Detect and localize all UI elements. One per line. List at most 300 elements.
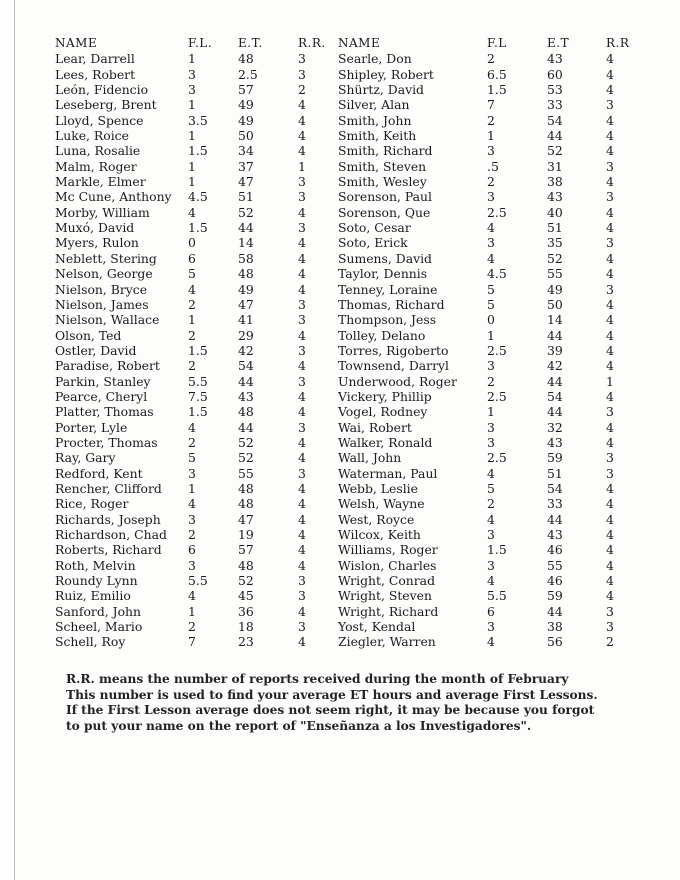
footnote-line: to put your name on the report of "Enseñanza a los Investigadores". bbox=[66, 718, 532, 733]
cell-et: 51 bbox=[238, 189, 254, 205]
cell-rr: 4 bbox=[606, 527, 614, 542]
cell-rr: 3 bbox=[298, 296, 306, 312]
cell-rr: 4 bbox=[298, 450, 306, 466]
cell-name: Smith, Wesley bbox=[338, 174, 427, 190]
cell-name: Roth, Melvin bbox=[55, 557, 136, 573]
cell-rr: 4 bbox=[606, 250, 614, 266]
cell-fl: 4 bbox=[188, 204, 196, 220]
cell-fl: 1 bbox=[188, 158, 196, 174]
cell-fl: 6 bbox=[188, 542, 196, 558]
cell-rr: 3 bbox=[606, 404, 614, 420]
cell-fl: 6.5 bbox=[487, 66, 507, 82]
cell-fl: 5.5 bbox=[487, 588, 507, 604]
cell-fl: 2.5 bbox=[487, 342, 507, 358]
cell-et: 43 bbox=[547, 527, 563, 542]
cell-rr: 2 bbox=[298, 82, 306, 98]
cell-et: 2.5 bbox=[238, 66, 258, 82]
cell-rr: 3 bbox=[606, 158, 614, 174]
cell-name: Silver, Alan bbox=[338, 97, 410, 113]
cell-rr: 4 bbox=[606, 266, 614, 282]
footnote-line: R.R. means the number of reports received during the month of February bbox=[66, 672, 569, 686]
cell-name: Platter, Thomas bbox=[55, 404, 154, 420]
cell-fl: 4 bbox=[487, 250, 495, 266]
cell-name: Paradise, Robert bbox=[55, 358, 160, 374]
cell-name: Searle, Don bbox=[338, 51, 412, 67]
cell-rr: 3 bbox=[298, 419, 306, 435]
cell-rr: 4 bbox=[298, 204, 306, 220]
cell-fl: 6 bbox=[188, 250, 196, 266]
cell-name: Nielson, Wallace bbox=[55, 312, 160, 328]
cell-fl: 1 bbox=[188, 480, 196, 496]
cell-name: Luke, Roice bbox=[55, 128, 129, 144]
cell-rr: 4 bbox=[606, 434, 614, 450]
cell-et: 48 bbox=[238, 480, 254, 496]
cell-et: 54 bbox=[547, 112, 563, 128]
cell-name: Wright, Steven bbox=[338, 588, 432, 604]
cell-rr: 4 bbox=[606, 220, 614, 236]
cell-rr: 3 bbox=[606, 97, 614, 113]
cell-name: Shipley, Robert bbox=[338, 66, 434, 82]
cell-et: 40 bbox=[547, 204, 563, 220]
cell-rr: 3 bbox=[606, 189, 614, 205]
page-edge-line bbox=[14, 0, 15, 880]
cell-et: 34 bbox=[238, 143, 254, 159]
cell-rr: 4 bbox=[606, 174, 614, 190]
cell-name: Muxó, David bbox=[55, 220, 135, 236]
cell-fl: 5 bbox=[487, 480, 495, 496]
cell-et: 44 bbox=[547, 511, 563, 527]
cell-fl: 2 bbox=[188, 527, 196, 542]
cell-et: 59 bbox=[547, 450, 563, 466]
cell-fl: 7.5 bbox=[188, 388, 208, 404]
cell-name: Townsend, Darryl bbox=[338, 358, 449, 374]
cell-name: Smith, Keith bbox=[338, 128, 417, 144]
cell-fl: 1 bbox=[487, 404, 495, 420]
cell-et: 36 bbox=[238, 603, 254, 619]
cell-fl: 2 bbox=[487, 51, 495, 67]
header-name: NAME bbox=[55, 36, 98, 50]
cell-name: Yost, Kendal bbox=[338, 619, 416, 635]
cell-fl: 1 bbox=[188, 603, 196, 619]
header-fl: F.L. bbox=[188, 36, 213, 50]
cell-et: 14 bbox=[547, 312, 563, 328]
cell-rr: 4 bbox=[298, 281, 306, 297]
cell-name: Torres, Rigoberto bbox=[338, 342, 449, 358]
cell-name: Luna, Rosalie bbox=[55, 143, 141, 159]
cell-rr: 3 bbox=[298, 220, 306, 236]
cell-et: 35 bbox=[547, 235, 563, 251]
cell-fl: 2.5 bbox=[487, 204, 507, 220]
cell-fl: 5 bbox=[487, 296, 495, 312]
cell-rr: 4 bbox=[298, 480, 306, 496]
cell-name: Smith, John bbox=[338, 112, 412, 128]
cell-name: Vickery, Phillip bbox=[338, 388, 432, 404]
cell-et: 59 bbox=[547, 588, 563, 604]
cell-et: 45 bbox=[238, 588, 254, 604]
cell-rr: 4 bbox=[298, 358, 306, 374]
cell-rr: 4 bbox=[606, 51, 614, 67]
cell-name: Williams, Roger bbox=[338, 542, 438, 558]
cell-fl: 2 bbox=[188, 358, 196, 374]
cell-name: Markle, Elmer bbox=[55, 174, 146, 190]
cell-name: Neblett, Stering bbox=[55, 250, 157, 266]
cell-name: Rencher, Clifford bbox=[55, 480, 162, 496]
cell-rr: 4 bbox=[298, 235, 306, 251]
cell-name: Welsh, Wayne bbox=[338, 496, 425, 512]
cell-name: Tenney, Loraine bbox=[338, 281, 438, 297]
cell-name: Wilcox, Keith bbox=[338, 527, 421, 542]
cell-fl: 1 bbox=[487, 327, 495, 343]
cell-et: 44 bbox=[238, 419, 254, 435]
cell-rr: 4 bbox=[298, 603, 306, 619]
cell-et: 49 bbox=[547, 281, 563, 297]
cell-rr: 4 bbox=[298, 250, 306, 266]
footnote-line: If the First Lesson average does not seem right, it may be because you forgot bbox=[66, 703, 595, 718]
cell-name: Ruiz, Emilio bbox=[55, 588, 131, 604]
cell-fl: 2 bbox=[188, 434, 196, 450]
cell-et: 14 bbox=[238, 235, 254, 251]
cell-name: Wright, Richard bbox=[338, 603, 439, 619]
cell-name: Thompson, Jess bbox=[338, 312, 437, 328]
cell-name: Rice, Roger bbox=[55, 496, 129, 512]
cell-rr: 3 bbox=[298, 465, 306, 481]
cell-rr: 4 bbox=[606, 358, 614, 374]
cell-et: 51 bbox=[547, 465, 563, 481]
cell-fl: 3 bbox=[487, 434, 495, 450]
cell-rr: 4 bbox=[606, 419, 614, 435]
cell-et: 50 bbox=[238, 128, 254, 144]
cell-fl: 1.5 bbox=[188, 143, 208, 159]
cell-fl: 4 bbox=[487, 634, 495, 650]
cell-name: Webb, Leslie bbox=[338, 480, 418, 496]
cell-fl: 3 bbox=[188, 465, 196, 481]
cell-fl: 6 bbox=[487, 603, 495, 619]
cell-et: 46 bbox=[547, 573, 563, 589]
cell-name: Lees, Robert bbox=[55, 66, 136, 82]
cell-name: Mc Cune, Anthony bbox=[55, 189, 172, 205]
cell-fl: 3 bbox=[188, 557, 196, 573]
cell-name: Smith, Steven bbox=[338, 158, 427, 174]
cell-name: Porter, Lyle bbox=[55, 419, 128, 435]
cell-fl: 1.5 bbox=[188, 220, 208, 236]
cell-rr: 4 bbox=[606, 573, 614, 589]
cell-fl: 4.5 bbox=[487, 266, 507, 282]
cell-et: 53 bbox=[547, 82, 563, 98]
cell-fl: 7 bbox=[487, 97, 495, 113]
cell-et: 37 bbox=[238, 158, 254, 174]
cell-fl: 5.5 bbox=[188, 373, 208, 389]
cell-rr: 3 bbox=[606, 450, 614, 466]
cell-rr: 4 bbox=[298, 143, 306, 159]
cell-name: Parkin, Stanley bbox=[55, 373, 151, 389]
cell-fl: 7 bbox=[188, 634, 196, 650]
cell-fl: 3 bbox=[188, 66, 196, 82]
cell-et: 54 bbox=[547, 388, 563, 404]
cell-et: 48 bbox=[238, 496, 254, 512]
cell-fl: 3.5 bbox=[188, 112, 208, 128]
cell-rr: 3 bbox=[298, 312, 306, 328]
cell-rr: 4 bbox=[298, 542, 306, 558]
cell-fl: 1.5 bbox=[188, 342, 208, 358]
cell-name: Ostler, David bbox=[55, 342, 137, 358]
cell-et: 47 bbox=[238, 296, 254, 312]
cell-fl: 5 bbox=[487, 281, 495, 297]
cell-rr: 4 bbox=[606, 128, 614, 144]
cell-fl: 2.5 bbox=[487, 450, 507, 466]
cell-rr: 3 bbox=[606, 619, 614, 635]
cell-fl: 4 bbox=[188, 281, 196, 297]
cell-et: 29 bbox=[238, 327, 254, 343]
cell-fl: 3 bbox=[188, 82, 196, 98]
cell-et: 54 bbox=[547, 480, 563, 496]
cell-rr: 3 bbox=[606, 281, 614, 297]
cell-et: 44 bbox=[547, 404, 563, 420]
cell-fl: 3 bbox=[487, 527, 495, 542]
cell-name: Wright, Conrad bbox=[338, 573, 435, 589]
cell-name: Schell, Roy bbox=[55, 634, 126, 650]
cell-fl: 3 bbox=[487, 189, 495, 205]
cell-fl: 1.5 bbox=[487, 82, 507, 98]
cell-name: Sorenson, Que bbox=[338, 204, 431, 220]
cell-fl: 5 bbox=[188, 450, 196, 466]
cell-fl: 3 bbox=[487, 557, 495, 573]
cell-fl: 1 bbox=[188, 51, 196, 67]
cell-fl: 4 bbox=[188, 496, 196, 512]
cell-fl: 2 bbox=[487, 112, 495, 128]
cell-et: 38 bbox=[547, 619, 563, 635]
cell-et: 51 bbox=[547, 220, 563, 236]
cell-et: 44 bbox=[238, 373, 254, 389]
cell-et: 19 bbox=[238, 527, 254, 542]
cell-et: 55 bbox=[547, 557, 563, 573]
cell-et: 58 bbox=[238, 250, 254, 266]
cell-name: Myers, Rulon bbox=[55, 235, 139, 251]
cell-rr: 3 bbox=[298, 66, 306, 82]
cell-name: Soto, Cesar bbox=[338, 220, 411, 236]
cell-rr: 4 bbox=[606, 588, 614, 604]
cell-et: 42 bbox=[547, 358, 563, 374]
cell-rr: 4 bbox=[606, 143, 614, 159]
cell-fl: 2 bbox=[487, 373, 495, 389]
cell-et: 44 bbox=[547, 603, 563, 619]
cell-et: 43 bbox=[238, 388, 254, 404]
cell-fl: 1 bbox=[188, 128, 196, 144]
cell-et: 50 bbox=[547, 296, 563, 312]
cell-name: León, Fidencio bbox=[55, 82, 149, 98]
cell-fl: 1.5 bbox=[188, 404, 208, 420]
cell-rr: 4 bbox=[606, 112, 614, 128]
cell-name: Underwood, Roger bbox=[338, 373, 457, 389]
cell-et: 48 bbox=[238, 266, 254, 282]
cell-rr: 4 bbox=[606, 312, 614, 328]
header-fl: F.L bbox=[487, 36, 507, 50]
cell-fl: 1.5 bbox=[487, 542, 507, 558]
cell-name: Olson, Ted bbox=[55, 327, 122, 343]
cell-et: 32 bbox=[547, 419, 563, 435]
cell-fl: 4 bbox=[188, 588, 196, 604]
cell-et: 43 bbox=[547, 51, 563, 67]
cell-rr: 3 bbox=[606, 235, 614, 251]
header-et: E.T bbox=[547, 36, 570, 50]
cell-fl: 5.5 bbox=[188, 573, 208, 589]
cell-et: 33 bbox=[547, 97, 563, 113]
cell-et: 52 bbox=[238, 434, 254, 450]
cell-rr: 3 bbox=[298, 588, 306, 604]
cell-et: 38 bbox=[547, 174, 563, 190]
cell-et: 54 bbox=[238, 358, 254, 374]
header-rr: R.R bbox=[606, 36, 630, 50]
cell-et: 55 bbox=[238, 465, 254, 481]
cell-rr: 4 bbox=[606, 296, 614, 312]
cell-rr: 4 bbox=[298, 97, 306, 113]
cell-name: Nelson, George bbox=[55, 266, 153, 282]
cell-name: Roundy Lynn bbox=[55, 573, 138, 589]
cell-fl: 1 bbox=[188, 97, 196, 113]
cell-rr: 3 bbox=[298, 174, 306, 190]
cell-fl: 4.5 bbox=[188, 189, 208, 205]
cell-rr: 4 bbox=[298, 527, 306, 542]
cell-et: 33 bbox=[547, 496, 563, 512]
cell-et: 42 bbox=[238, 342, 254, 358]
cell-fl: 3 bbox=[487, 143, 495, 159]
cell-rr: 3 bbox=[298, 189, 306, 205]
cell-rr: 4 bbox=[298, 112, 306, 128]
cell-et: 44 bbox=[547, 327, 563, 343]
cell-rr: 3 bbox=[298, 342, 306, 358]
cell-et: 23 bbox=[238, 634, 254, 650]
cell-name: Pearce, Cheryl bbox=[55, 388, 148, 404]
cell-et: 43 bbox=[547, 434, 563, 450]
cell-fl: 0 bbox=[188, 235, 196, 251]
cell-et: 44 bbox=[547, 373, 563, 389]
cell-et: 57 bbox=[238, 542, 254, 558]
cell-et: 47 bbox=[238, 511, 254, 527]
cell-fl: 4 bbox=[487, 465, 495, 481]
cell-rr: 3 bbox=[298, 573, 306, 589]
cell-fl: 1 bbox=[188, 312, 196, 328]
header-rr: R.R. bbox=[298, 36, 326, 50]
cell-rr: 4 bbox=[298, 388, 306, 404]
cell-name: Wai, Robert bbox=[338, 419, 412, 435]
cell-et: 18 bbox=[238, 619, 254, 635]
cell-et: 46 bbox=[547, 542, 563, 558]
cell-et: 49 bbox=[238, 97, 254, 113]
header-et: E.T. bbox=[238, 36, 263, 50]
cell-fl: 3 bbox=[188, 511, 196, 527]
cell-name: Taylor, Dennis bbox=[338, 266, 428, 282]
cell-et: 47 bbox=[238, 174, 254, 190]
cell-fl: 2 bbox=[188, 619, 196, 635]
cell-name: Smith, Richard bbox=[338, 143, 433, 159]
cell-fl: 0 bbox=[487, 312, 495, 328]
cell-rr: 3 bbox=[298, 619, 306, 635]
cell-name: Sumens, David bbox=[338, 250, 432, 266]
cell-name: Lear, Darrell bbox=[55, 51, 135, 67]
cell-et: 52 bbox=[547, 143, 563, 159]
cell-fl: 4 bbox=[188, 419, 196, 435]
cell-rr: 4 bbox=[298, 327, 306, 343]
cell-fl: 4 bbox=[487, 220, 495, 236]
cell-et: 52 bbox=[547, 250, 563, 266]
cell-rr: 4 bbox=[606, 480, 614, 496]
cell-rr: 4 bbox=[606, 542, 614, 558]
cell-rr: 4 bbox=[298, 511, 306, 527]
cell-fl: 2.5 bbox=[487, 388, 507, 404]
cell-name: Malm, Roger bbox=[55, 158, 137, 174]
cell-name: Roberts, Richard bbox=[55, 542, 162, 558]
cell-name: Richards, Joseph bbox=[55, 511, 161, 527]
cell-fl: 1 bbox=[188, 174, 196, 190]
cell-et: 41 bbox=[238, 312, 254, 328]
cell-name: Scheel, Mario bbox=[55, 619, 143, 635]
cell-et: 43 bbox=[547, 189, 563, 205]
cell-rr: 4 bbox=[606, 327, 614, 343]
cell-name: Lloyd, Spence bbox=[55, 112, 144, 128]
cell-rr: 1 bbox=[298, 158, 306, 174]
cell-rr: 4 bbox=[606, 82, 614, 98]
cell-rr: 3 bbox=[606, 603, 614, 619]
cell-et: 52 bbox=[238, 204, 254, 220]
cell-name: Richardson, Chad bbox=[55, 527, 167, 542]
cell-name: Ray, Gary bbox=[55, 450, 116, 466]
cell-rr: 4 bbox=[298, 128, 306, 144]
cell-et: 52 bbox=[238, 573, 254, 589]
cell-rr: 4 bbox=[298, 266, 306, 282]
cell-rr: 1 bbox=[606, 373, 614, 389]
cell-fl: 2 bbox=[487, 496, 495, 512]
cell-et: 49 bbox=[238, 281, 254, 297]
cell-rr: 3 bbox=[298, 373, 306, 389]
cell-fl: 3 bbox=[487, 235, 495, 251]
cell-name: Soto, Erick bbox=[338, 235, 408, 251]
cell-name: Waterman, Paul bbox=[338, 465, 438, 481]
cell-name: Sanford, John bbox=[55, 603, 142, 619]
cell-et: 52 bbox=[238, 450, 254, 466]
cell-fl: 1 bbox=[487, 128, 495, 144]
cell-name: Procter, Thomas bbox=[55, 434, 158, 450]
cell-et: 31 bbox=[547, 158, 563, 174]
cell-name: Tolley, Delano bbox=[338, 327, 426, 343]
cell-rr: 4 bbox=[606, 204, 614, 220]
cell-rr: 4 bbox=[606, 66, 614, 82]
cell-fl: 3 bbox=[487, 358, 495, 374]
cell-fl: 3 bbox=[487, 419, 495, 435]
cell-name: Wislon, Charles bbox=[338, 557, 437, 573]
cell-name: Wall, John bbox=[338, 450, 402, 466]
cell-name: Vogel, Rodney bbox=[338, 404, 428, 420]
cell-et: 44 bbox=[238, 220, 254, 236]
cell-et: 48 bbox=[238, 557, 254, 573]
cell-name: Thomas, Richard bbox=[338, 296, 445, 312]
cell-rr: 4 bbox=[606, 511, 614, 527]
cell-et: 48 bbox=[238, 404, 254, 420]
cell-fl: .5 bbox=[487, 158, 499, 174]
cell-name: Shürtz, David bbox=[338, 82, 424, 98]
cell-fl: 3 bbox=[487, 619, 495, 635]
cell-name: West, Royce bbox=[338, 511, 415, 527]
cell-fl: 2 bbox=[188, 296, 196, 312]
header-name: NAME bbox=[338, 36, 381, 50]
cell-et: 55 bbox=[547, 266, 563, 282]
cell-name: Walker, Ronald bbox=[338, 434, 433, 450]
cell-fl: 4 bbox=[487, 573, 495, 589]
cell-name: Redford, Kent bbox=[55, 465, 143, 481]
cell-name: Nielson, James bbox=[55, 296, 149, 312]
cell-rr: 4 bbox=[606, 388, 614, 404]
cell-name: Ziegler, Warren bbox=[338, 634, 436, 650]
cell-fl: 5 bbox=[188, 266, 196, 282]
cell-rr: 3 bbox=[606, 465, 614, 481]
